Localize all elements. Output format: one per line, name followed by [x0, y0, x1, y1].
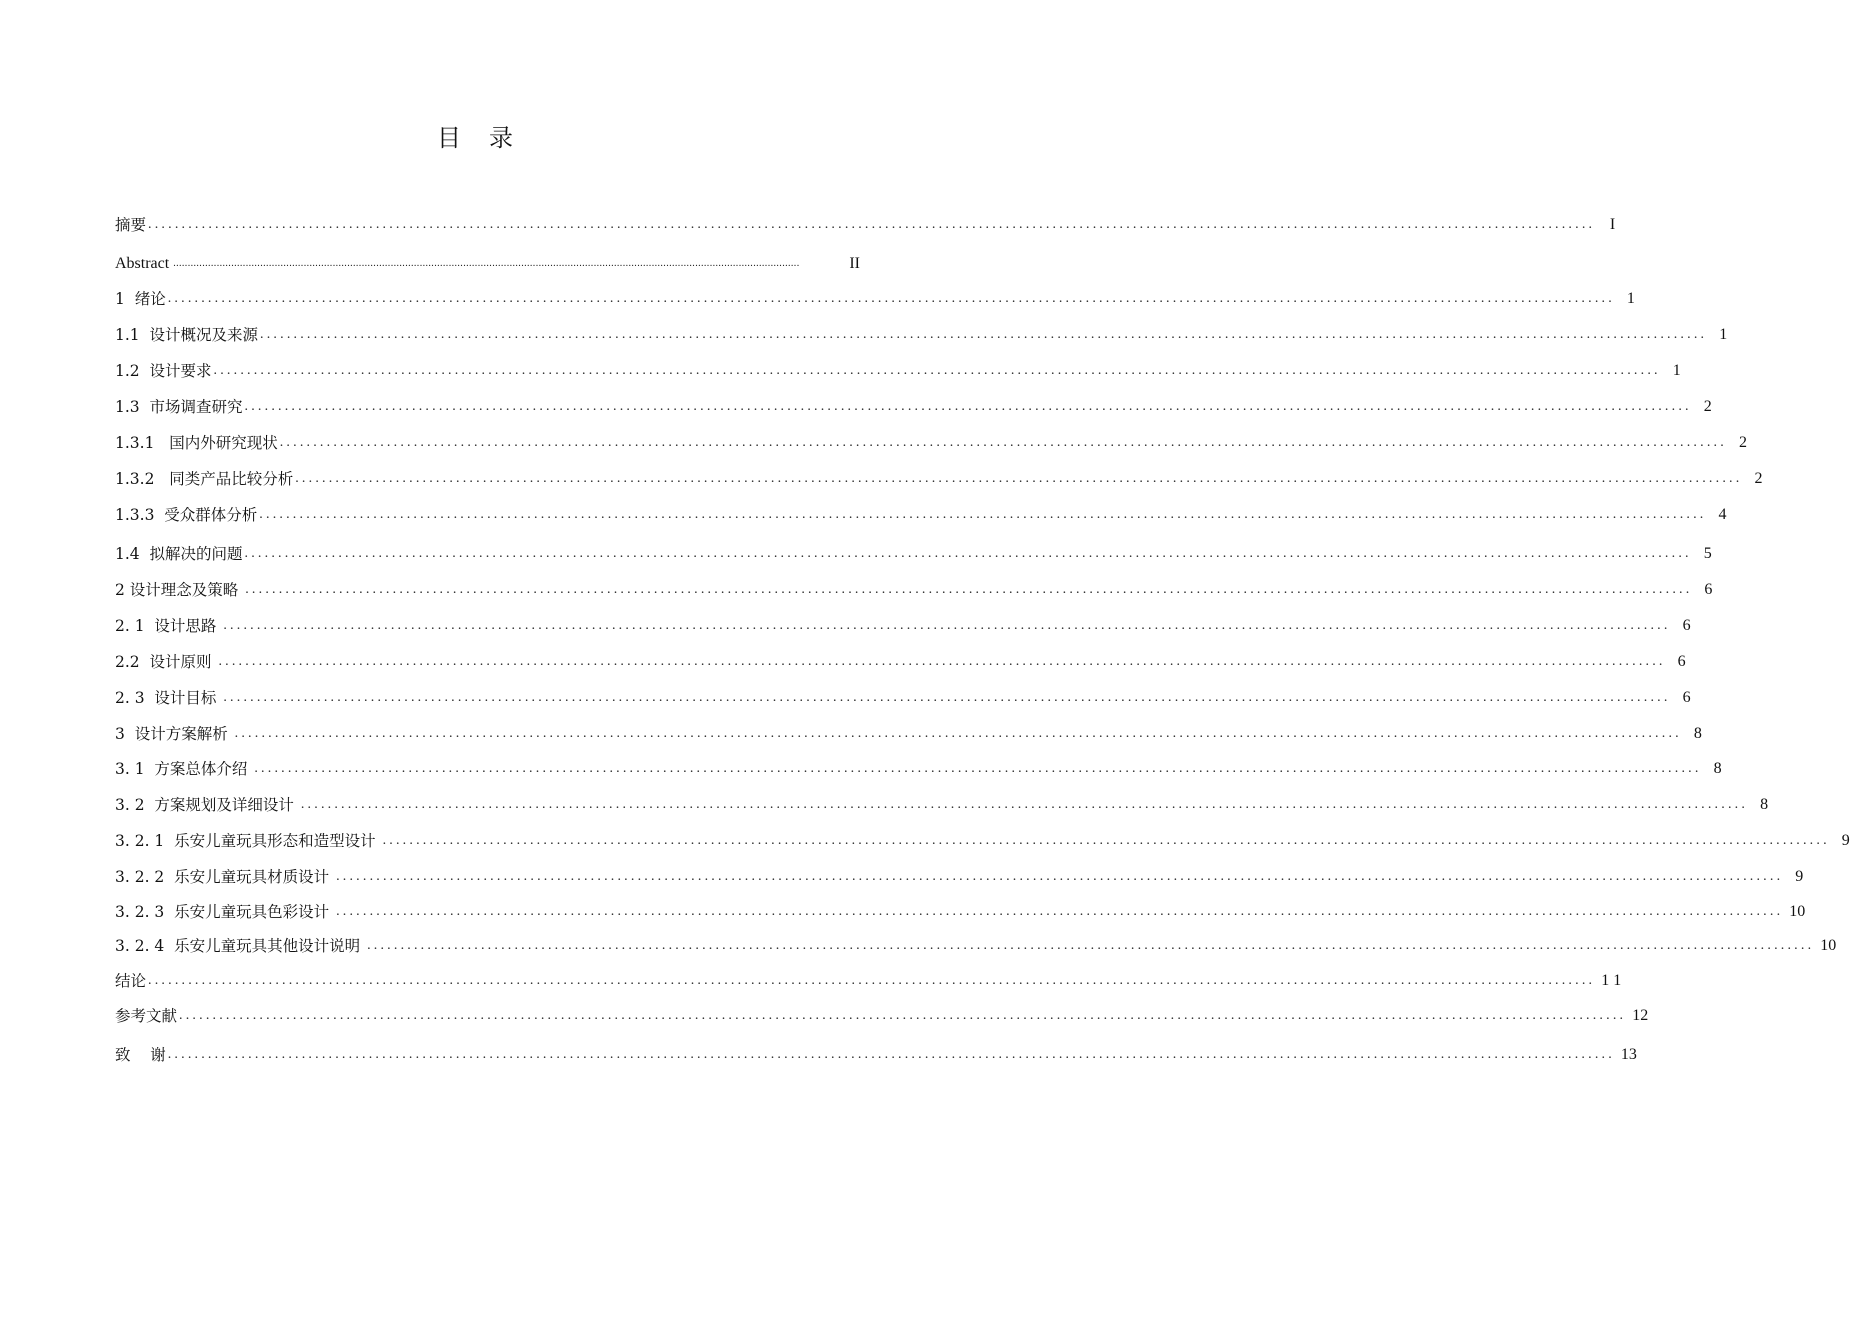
toc-page-number: II — [849, 255, 860, 272]
toc-page-number: I — [1609, 216, 1616, 233]
toc-entry-2-1[interactable] — [115, 614, 1691, 638]
toc-entry-label: 2 设计理念及策略 — [115, 581, 244, 599]
page-title — [0, 118, 950, 153]
toc-entry-label: 3 设计方案解析 — [115, 725, 233, 743]
toc-entry-label: 3. 2. 2 乐安儿童玩具材质设计 — [115, 868, 335, 886]
toc-entry-label: 1.1 设计概况及来源 — [115, 326, 259, 344]
toc-page-number: 6 — [1704, 581, 1713, 598]
toc-entry-acknowledgements[interactable] — [115, 1043, 1637, 1067]
toc-leader: ........................................................................................................................................................................................................................ — [254, 761, 1702, 776]
toc-page-number: 2 — [1703, 398, 1712, 415]
toc-entry-label: 3. 1 方案总体介绍 — [115, 760, 253, 778]
toc-leader: ........................................................................................................................................................................................................................ — [223, 690, 1671, 705]
toc-entry-label: 1.4 拟解决的问题 — [115, 545, 243, 563]
toc-page-number: 6 — [1682, 617, 1691, 634]
toc-leader: ........................................................................................................................................................................................................................ — [223, 618, 1671, 633]
toc-entry-1-4[interactable] — [115, 542, 1712, 566]
toc-entry-1[interactable] — [115, 287, 1635, 311]
toc-entry-1-3-2[interactable] — [115, 467, 1763, 491]
toc-leader: ........................................................................................................................................................................................................................ — [259, 507, 1707, 522]
toc-entry-label: 3. 2. 1 乐安儿童玩具形态和造型设计 — [115, 832, 381, 850]
toc-page-number: 8 — [1713, 760, 1722, 777]
toc-entry-label: 1.3.1 国内外研究现状 — [115, 434, 278, 452]
toc-entry-3-1[interactable] — [115, 757, 1722, 781]
toc-leader: ........................................................................................................................................................................................................................ — [367, 938, 1815, 953]
toc-leader: ........................................................................................................................................................................................................................ — [148, 217, 1596, 232]
toc-entry-label: 3. 2 方案规划及详细设计 — [115, 796, 299, 814]
toc-entry-label: 摘要 — [115, 216, 147, 234]
toc-leader: ........................................................................................................................................................................................................................ — [179, 1008, 1627, 1023]
toc-leader: ........................................................................................................................................................................................................................ — [260, 327, 1708, 342]
toc-entry-label: 1.3.3 受众群体分析 — [115, 506, 258, 524]
toc-page-number: 2 — [1738, 434, 1747, 451]
toc-page-number: 1 1 — [1601, 972, 1622, 989]
toc-page-number: 1 — [1626, 290, 1635, 307]
toc-entry-3-2-2[interactable] — [115, 865, 1804, 889]
toc-leader: ........................................................................................................................................................................................................................ — [300, 797, 1749, 812]
toc-leader: ........................................................................................................................................................................................................................ — [245, 582, 1693, 597]
toc-page-number: 13 — [1620, 1046, 1637, 1063]
toc-leader: ........................................................................................................................................................................................................................ — [167, 291, 1615, 306]
toc-entry-label: 结论 — [115, 972, 147, 990]
toc-entry-2[interactable] — [115, 578, 1713, 602]
toc-entry-2-2[interactable] — [115, 650, 1686, 674]
toc-entry-label: 3. 2. 3 乐安儿童玩具色彩设计 — [115, 903, 335, 921]
toc-entry-1-1[interactable] — [115, 323, 1728, 347]
toc-leader: ........................................................................................................................................................................................................................ — [234, 726, 1682, 741]
toc-entry-2-3[interactable] — [115, 686, 1691, 710]
toc-page-number: 6 — [1677, 653, 1686, 670]
toc-entry-3-2[interactable] — [115, 793, 1769, 817]
toc-page-number: 6 — [1682, 689, 1691, 706]
page-title-char-1: 目 — [437, 124, 461, 152]
toc-page-number: 8 — [1693, 725, 1702, 742]
toc-entry-label: 2.2 设计原则 — [115, 653, 217, 671]
toc-leader: ........................................................................................................................................................................................................................ — [244, 546, 1692, 561]
toc-leader: ........................................................................................................................................................................................................................ — [218, 654, 1666, 669]
toc-page-number: 9 — [1795, 868, 1804, 885]
page-title-char-2: 录 — [489, 124, 513, 152]
toc-leader: ........................................................................................................................................................................................................................ — [382, 833, 1830, 848]
toc-entry-label: 2. 1 设计思路 — [115, 617, 222, 635]
toc-entry-label: 致 谢 — [115, 1046, 166, 1064]
toc-page-number: 1 — [1672, 362, 1681, 379]
toc-page-number: 9 — [1841, 832, 1850, 849]
toc-leader: ........................................................................................................................................................................................................................ — [336, 869, 1784, 884]
toc-entry-label: 参考文献 — [115, 1007, 178, 1025]
toc-leader: ........................................................................................................................................................................................................................ — [213, 363, 1661, 378]
toc-entry-references[interactable] — [115, 1004, 1649, 1028]
toc-entry-1-3-1[interactable] — [115, 431, 1747, 455]
toc-page-number: 10 — [1789, 903, 1806, 920]
toc-page-number: 10 — [1820, 937, 1837, 954]
toc-leader: ........................................................................................................................................................................................................................ — [167, 1047, 1615, 1062]
toc-page-number: 5 — [1703, 545, 1712, 562]
toc-leader: ........................................................................................................................................................................................................................ — [173, 258, 800, 269]
toc-entry-3-2-3[interactable] — [115, 900, 1806, 924]
toc-leader: ........................................................................................................................................................................................................................ — [279, 435, 1727, 450]
toc-entry-1-2[interactable] — [115, 359, 1681, 383]
toc-leader: ........................................................................................................................................................................................................................ — [295, 471, 1743, 486]
toc-entry-label: 1.3 市场调查研究 — [115, 398, 243, 416]
toc-page-number: 2 — [1754, 470, 1763, 487]
toc-entry-abstract-cn[interactable] — [115, 213, 1616, 237]
toc-entry-label: 1 绪论 — [115, 290, 166, 308]
toc-entry-conclusion[interactable] — [115, 969, 1622, 993]
toc-entry-label: 3. 2. 4 乐安儿童玩具其他设计说明 — [115, 937, 366, 955]
toc-entry-label: Abstract — [115, 255, 170, 272]
toc-entry-label: 2. 3 设计目标 — [115, 689, 222, 707]
toc-page-number: 1 — [1719, 326, 1728, 343]
toc-entry-label: 1.3.2 同类产品比较分析 — [115, 470, 294, 488]
toc-entry-abstract-en[interactable] — [115, 252, 860, 276]
toc-leader: ........................................................................................................................................................................................................................ — [148, 973, 1596, 988]
toc-entry-3-2-1[interactable] — [115, 829, 1850, 853]
toc-page-number: 4 — [1718, 506, 1727, 523]
toc-entry-3[interactable] — [115, 722, 1702, 746]
toc-entry-1-3-3[interactable] — [115, 503, 1727, 527]
toc-page-number: 8 — [1760, 796, 1769, 813]
toc-entry-label: 1.2 设计要求 — [115, 362, 212, 380]
toc-entry-1-3[interactable] — [115, 395, 1712, 419]
toc-leader: ........................................................................................................................................................................................................................ — [336, 904, 1784, 919]
toc-page-number: 12 — [1632, 1007, 1649, 1024]
toc-leader: ........................................................................................................................................................................................................................ — [244, 399, 1692, 414]
toc-entry-3-2-4[interactable] — [115, 934, 1837, 958]
